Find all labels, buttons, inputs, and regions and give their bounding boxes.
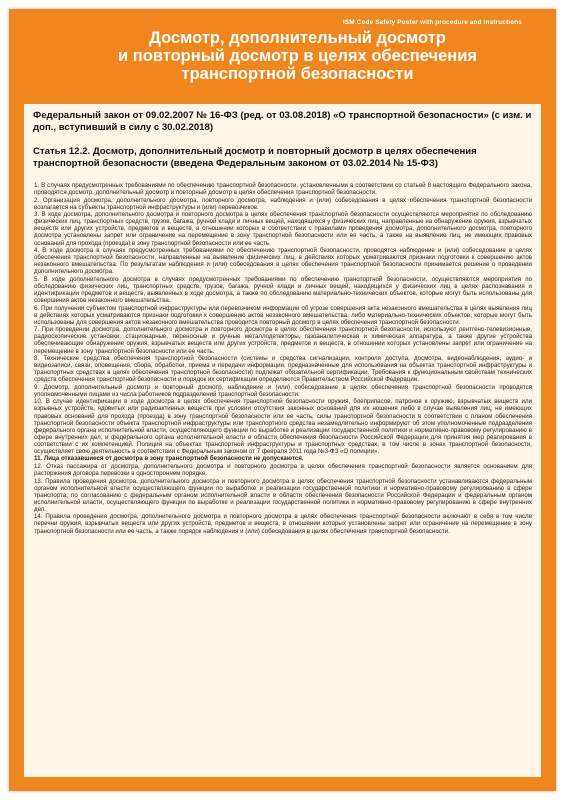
paragraph: 1. В случаях предусмотренных требованиями по обеспечению транспортной безопасности, установленными в соответствии со статьей 8 настоящего Федерального закона, проводятся досмотр, дополнительный досмотр и повторный досмотр в целях обеспечения транспортной безопасности.: [34, 182, 532, 197]
paragraph: 7. При проведении досмотра, дополнительного досмотра и повторного досмотра в целях обеспечения транспортной безопасности, используют рентгено-телевизионные, радиоскопические установки, стационарные, переносные и ручные металлодетекторы, газоаналитическая и химическая аппаратура, а также другие устройства обеспечивающие обнаружение оружия, взрывчатых веществ или других устройств, предметов и веществ, в отношении которых установлены запрет или ограничение на перемещение в зону транспортной безопасности или ее часть.: [34, 326, 532, 355]
paragraph: 10. В случае идентификации в ходе досмотра в целях обеспечения транспортной безопасности оружия, боеприпасов, патронов к оружию, взрывчатых веществ или взрывных устройств, ядовитых или радиоактивных веществ при условии отсутствия законных оснований для их ношения либо в случае выявления лиц, не имеющих правовых оснований для прохода (проезда) в зону транспортной безопасности или ее часть, силы транспортной безопасности в соответствии с планом обеспечения транспортной безопасности объекта транспортной инфраструктуры или транспортного средства незамедлительно информируют об этом уполномоченные подразделения федерального органа исполнительной власти, осуществляющего функции по выработке и реализации государственной политики и нормативно-правовому регулированию в сфере внутренних дел, и федерального органа исполнительной власти в области обеспечения безопасности Российской Федерации для принятия мер реагирования в соответствии с их компетенцией. Полиция на объектах транспортной инфраструктуры и транспортных средствах, в том числе в зонах транспортной безопасности, осуществляет свою деятельность в соответствии с Федеральным законом от 7 февраля 2011 года №3-ФЗ «О полиции».: [34, 398, 532, 455]
title-line: и повторный досмотр в целях обеспечения: [118, 47, 477, 65]
poster-header: [9, 9, 556, 101]
poster-tagline: ISM Code Safety Poster with procedure and instructions: [342, 19, 522, 26]
paragraph: 3. В ходе досмотра, дополнительного досмотра и повторного досмотра в целях обеспечения транспортной безопасности осуществляются мероприятия по обследованию физических лиц, транспортных средств, грузов, багажа, ручной клади и личных вещей, находящихся у физических лиц, направленные на обнаружение оружия, взрывчатых веществ или других устройств, предметов и веществ, в отношении которых в соответствии с правилами проведения досмотра, дополнительного досмотра, повторного досмотра установлены запрет или ограничение на перемещение в зону транспортной безопасности или ее часть, а также на выявление лиц, не имеющих правовых оснований для прохода (проезда) в зону транспортной безопасности или ее часть.: [34, 211, 532, 247]
content-panel: [24, 104, 541, 777]
title-line: транспортной безопасности: [181, 65, 414, 83]
paragraph: 13. Правила проведения досмотра, дополнительного досмотра и повторного досмотра в целях обеспечения транспортной безопасности устанавливаются федеральным органом исполнительной власти осуществляющего функции по выработке и реализации государственной политики и нормативно-правовому регулированию в сфере транспорта, по согласованию с федеральным органом исполнительной власти в области обеспечения безопасности Российской Федерации и федеральным органом исполнительной власти, осуществляющего функции по выработке и реализации государственной политики и нормативно-правовому регулированию в сфере внутренних дел.: [34, 477, 532, 513]
paragraph: 8. Технические средства обеспечения транспортной безопасности (системы и средства сигнализации, контроля доступа, досмотра, видеонаблюдения, аудио- и видеозаписи, связи, оповещения, сбора, обработки, приема и передачи информации, предназначенные для использования на объектах транспортной инфраструктуры и транспортных средствах в целях обеспечения транспортной безопасности) подлежат обязательной сертификации. Требования к функциональным свойствам технических средств обеспечения транспортной безопасности и порядок их сертификации определяются Правительством Российской Федерации.: [34, 354, 532, 384]
paragraph: 9. Досмотр, дополнительный досмотр и повторный досмотр, наблюдение и (или) собеседование в целях обеспечения транспортной безопасности проводятся уполномоченными лицами из числа работников подразделений транспортной безопасности.: [34, 383, 532, 398]
paragraph: 2. Организация досмотра, дополнительного досмотра, повторного досмотра, наблюдения и (или) собеседования в целях обеспечения транспортной безопасности возлагается на субъекты транспортной инфраструктуры и (или) перевозчиков.: [34, 196, 532, 211]
paragraph: 4. В ходе досмотра в случаях предусмотренных требованиями по обеспечению транспортной безопасности, проводятся наблюдение и (или) собеседование в целях обеспечения транспортной безопасности, направленные на выявление физических лиц, в действиях которых усматриваются признаки подготовки к совершению актов незаконного вмешательства. По результатам наблюдения и (или) собеседования в целях обеспечения транспортной безопасности принимается решение о проведении дополнительного досмотра.: [34, 247, 532, 276]
article-heading: Статья 12.2. Досмотр, дополнительный досмотр и повторный досмотр в целях обеспечения транспортной безопасности (введена Федеральным законом от 03.02.2014 № 15-ФЗ): [33, 146, 477, 169]
paragraph: 6. При получении субъектом транспортной инфраструктуры или перевозчиком информации об угрозе совершения акта незаконного вмешательства в целях выявления лиц в действиях которых усматриваются признаки подготовки к совершению актов незаконного вмешательства, либо материально-технических объектов, которые могут быть использованы для совершения актов незаконного вмешательства проводится повторный досмотр в целях обеспечения транспортной безопасности.: [34, 304, 532, 326]
paragraph: 11. Лица отказавшиеся от досмотра в зону транспортной безопасности не допускаются.: [34, 455, 304, 463]
title-line: Досмотр, дополнительный досмотр: [149, 29, 446, 47]
paragraph: 14. Правила проведения досмотра, дополнительного досмотра и повторного досмотра в целях обеспечения транспортной безопасности включают в себя в том числе перечни оружия, взрывчатых веществ или других устройств, предметов и веществ, в отношении которых установлены запрет или ограничение на перемещение в зону транспортной безопасности или ее часть, а также порядок наблюдения и (или) собеседования в целях обеспечения транспортной безопасности.: [34, 513, 532, 535]
law-heading: Федеральный закон от 09.02.2007 № 16-ФЗ (ред. от 03.08.2018) «О транспортной безопасности» (с изм. и доп., вступивший в силу с 30.02.2018): [33, 110, 532, 133]
article-body: [34, 182, 532, 535]
poster: [9, 9, 556, 791]
poster-title: [69, 29, 526, 83]
paragraph: 12. Отказ пассажира от досмотра, дополнительного досмотра и повторного досмотра в целях обеспечения транспортной безопасности является основанием для расторжения договора перевозки в одностороннем порядке.: [34, 462, 532, 478]
paragraph: 5. В ходе дополнительного досмотра в случаях предусмотренных требованиями по обеспечению транспортной безопасности, осуществляются мероприятия по обследованию физических лиц, транспортных средств, грузов, багажа, ручной клади и личных вещей, находящихся у физических лиц в целях распознавания и идентификации предметов и веществ, выявленных в ходе досмотра, а также по обследованию материально-технических объектов, которые могут быть использованы для совершения актов незаконного вмешательства.: [34, 275, 532, 305]
